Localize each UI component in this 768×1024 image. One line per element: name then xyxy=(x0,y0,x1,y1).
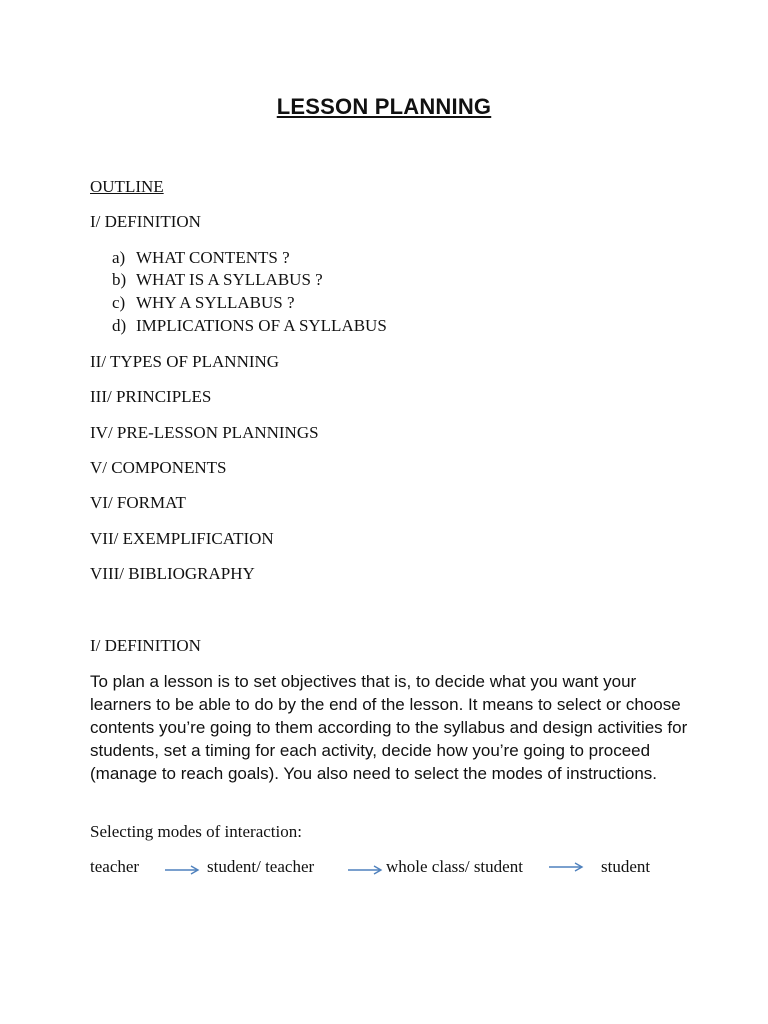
sub-item-text: WHAT CONTENTS ? xyxy=(136,248,290,267)
section-heading-definition: I/ DEFINITION xyxy=(90,636,201,655)
outline-item-definition: I/ DEFINITION xyxy=(90,212,201,231)
interaction-flow xyxy=(0,856,768,882)
flow-step: student/ teacher xyxy=(207,857,315,876)
flow-step: teacher xyxy=(90,857,140,876)
outline-sub-item xyxy=(112,292,295,314)
outline-item: VIII/ BIBLIOGRAPHY xyxy=(90,564,255,583)
sub-item-text: WHY A SYLLABUS ? xyxy=(136,293,295,312)
outline-sub-item xyxy=(112,269,323,291)
sub-item-marker: c) xyxy=(112,293,126,312)
outline-heading: OUTLINE xyxy=(90,177,164,196)
right-arrow-icon xyxy=(164,864,200,876)
sub-item-text: IMPLICATIONS OF A SYLLABUS xyxy=(136,316,387,335)
page-title: LESSON PLANNING xyxy=(276,94,492,119)
right-arrow-icon xyxy=(548,861,584,873)
flow-step: student xyxy=(601,857,651,876)
right-arrow-icon xyxy=(347,864,383,876)
outline-sub-item xyxy=(112,315,387,337)
interaction-label: Selecting modes of interaction: xyxy=(90,822,302,841)
sub-item-marker: a) xyxy=(112,248,126,267)
outline-item: II/ TYPES OF PLANNING xyxy=(90,352,280,371)
outline-item: IV/ PRE-LESSON PLANNINGS xyxy=(90,423,319,442)
sub-item-marker: b) xyxy=(112,270,127,289)
flow-step: whole class/ student xyxy=(386,857,523,876)
outline-sub-item xyxy=(112,247,290,269)
outline-item: VII/ EXEMPLIFICATION xyxy=(90,529,274,548)
sub-item-marker: d) xyxy=(112,316,127,335)
sub-item-text: WHAT IS A SYLLABUS ? xyxy=(136,270,323,289)
definition-paragraph: To plan a lesson is to set objectives that is, to decide what you want your learners to be able to do by the end of the lesson. It means to select or choose contents you’re going to them according to the syllabus and design activities for students, set a timing for each activity, decide how you’re going to proceed (manage to reach goals). You also need to select the modes of instructions. xyxy=(90,672,688,783)
outline-item: VI/ FORMAT xyxy=(90,493,186,512)
outline-item: III/ PRINCIPLES xyxy=(90,387,212,406)
outline-item: V/ COMPONENTS xyxy=(90,458,227,477)
